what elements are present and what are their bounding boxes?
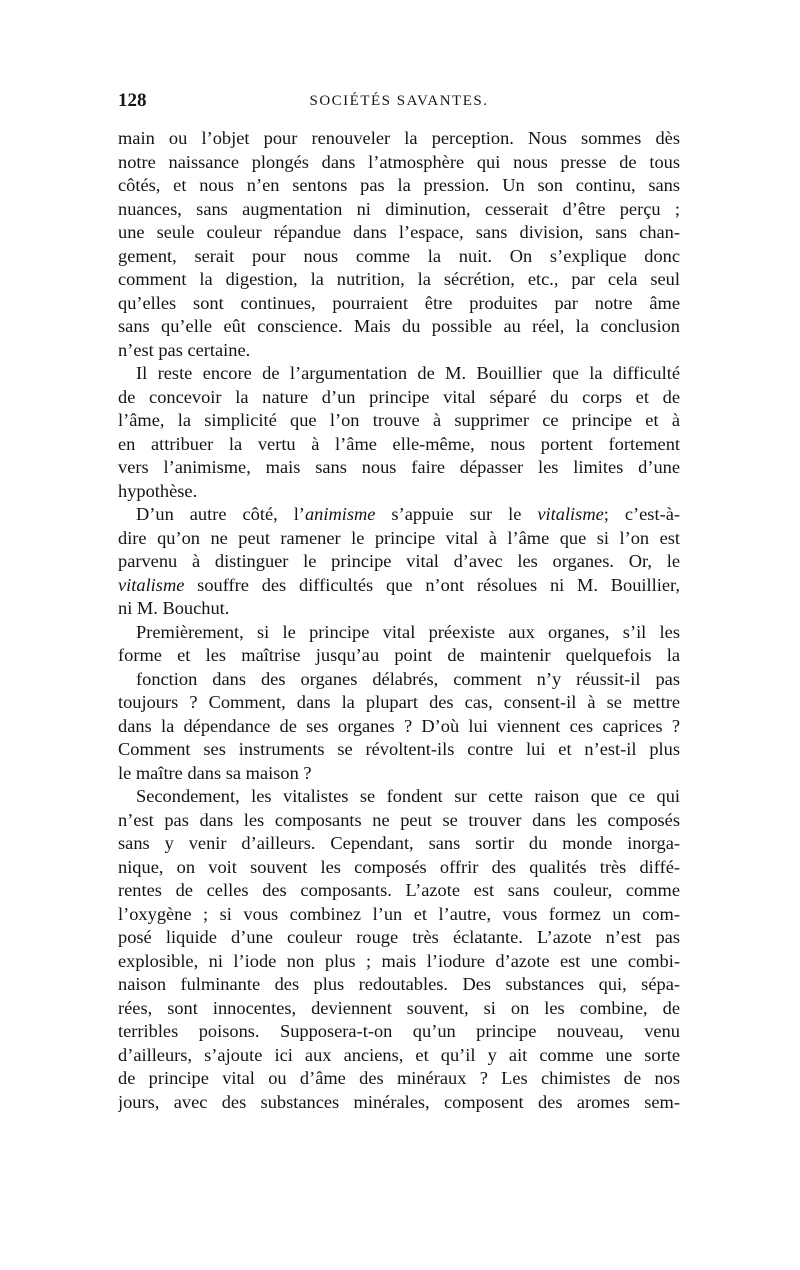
page-number: 128 xyxy=(118,90,147,111)
text-line: une seule couleur répandue dans l’espace, sans division, sans chan- xyxy=(118,222,680,242)
text-line: explosible, ni l’iode non plus ; mais l’iodure d’azote est une combi- xyxy=(118,950,680,971)
paragraph-first-line: Il reste encore de l’argumentation de M. Bouillier que la difficulté xyxy=(136,363,680,383)
text-line: terribles poisons. Supposera-t-on qu’un principe nouveau, venu xyxy=(118,1021,680,1041)
page-header xyxy=(118,86,680,116)
text-line: nuances, sans augmentation ni diminution, cesserait d’être perçu ; xyxy=(118,198,680,219)
text-line: toujours ? Comment, dans la plupart des cas, consent-il à se mettre xyxy=(118,692,680,712)
text-line: rées, sont innocentes, deviennent souvent, si on les combine, de xyxy=(118,997,680,1018)
text-line: n’est pas dans les composants ne peut se trouver dans les composés xyxy=(118,809,680,830)
text-run: s’appuie sur le xyxy=(375,504,538,524)
text-line: côtés, et nous n’en sentons pas la pression. Un son continu, sans xyxy=(118,175,680,195)
text-line: qu’elles sont continues, pourraient être produites par notre âme xyxy=(118,292,680,313)
text-line: le maître dans sa maison ? xyxy=(118,762,312,783)
text-line: comment la digestion, la nutrition, la sécrétion, etc., par cela seul xyxy=(118,269,680,289)
text-line: hypothèse. xyxy=(118,480,198,501)
paragraph-first-line: Secondement, les vitalistes se fondent sur cette raison que ce qui xyxy=(136,786,680,806)
text-line: l’âme, la simplicité que l’on trouve à supprimer ce principe et à xyxy=(118,410,680,430)
text-line: gement, serait pour nous comme la nuit. On s’explique donc xyxy=(118,245,680,266)
text-line: naison fulminante des plus redoutables. Des substances qui, sépa- xyxy=(118,974,680,994)
paragraph-first-line: Premièrement, si le principe vital préexiste aux organes, s’il les xyxy=(136,621,680,642)
text-line: d’ailleurs, s’ajoute ici aux anciens, et qu’il y ait comme une sorte xyxy=(118,1044,680,1065)
italic-term: vitalisme xyxy=(118,574,185,595)
text-line: de concevoir la nature d’un principe vital séparé du corps et de xyxy=(118,386,680,407)
text-line: Comment ses instruments se révoltent-ils contre lui et n’est-il plus xyxy=(118,739,680,759)
text-run: souffre des difficultés que n’ont résolues ni M. Bouillier, xyxy=(184,574,680,595)
text-line: jours, avec des substances minérales, composent des aromes sem- xyxy=(118,1091,680,1112)
text-line: dire qu’on ne peut ramener le principe vital à l’âme que si l’on est xyxy=(118,527,680,548)
text-line: forme et les maîtrise jusqu’au point de maintenir quelquefois la xyxy=(118,645,680,665)
text-line: ni M. Bouchut. xyxy=(118,598,230,618)
text-line: rentes de celles des composants. L’azote est sans couleur, comme xyxy=(118,880,680,900)
text-line: de principe vital ou d’âme des minéraux ? Les chimistes de nos xyxy=(118,1068,680,1088)
text-line: vers l’animisme, mais sans nous faire dépasser les limites d’une xyxy=(118,457,680,477)
text-line: parvenu à distinguer le principe vital d’avec les organes. Or, le xyxy=(118,551,680,571)
text-line: l’oxygène ; si vous combinez l’un et l’autre, vous formez un com- xyxy=(118,903,680,924)
text-run: ; c’est-à- xyxy=(603,504,680,524)
running-title: SOCIÉTÉS SAVANTES. xyxy=(309,93,489,109)
paragraph-first-line xyxy=(118,503,680,527)
italic-term: animisme xyxy=(304,504,376,524)
text-line: en attribuer la vertu à l’âme elle-même, nous portent fortement xyxy=(118,433,680,454)
text-line: n’est pas certaine. xyxy=(118,339,251,360)
text-line xyxy=(118,574,680,598)
text-line: sans qu’elle eût conscience. Mais du possible au réel, la conclusion xyxy=(118,316,680,336)
text-line: main ou l’objet pour renouveler la perception. Nous sommes dès xyxy=(118,128,680,148)
text-line: dans la dépendance de ses organes ? D’où lui viennent ces caprices ? xyxy=(118,715,680,736)
italic-term: vitalisme xyxy=(537,504,604,524)
text-line: fonction dans des organes délabrés, comment n’y réussit-il pas xyxy=(136,668,680,689)
text-line: nique, on voit souvent les composés offrir des qualités très diffé- xyxy=(118,856,680,877)
text-line: posé liquide d’une couleur rouge très éclatante. L’azote n’est pas xyxy=(118,927,680,947)
text-line: sans y venir d’ailleurs. Cependant, sans sortir du monde inorga- xyxy=(118,833,680,853)
text-line: notre naissance plongés dans l’atmosphère qui nous presse de tous xyxy=(118,151,680,172)
text-run: D’un autre côté, l’ xyxy=(136,504,305,524)
body-text xyxy=(118,127,680,1114)
